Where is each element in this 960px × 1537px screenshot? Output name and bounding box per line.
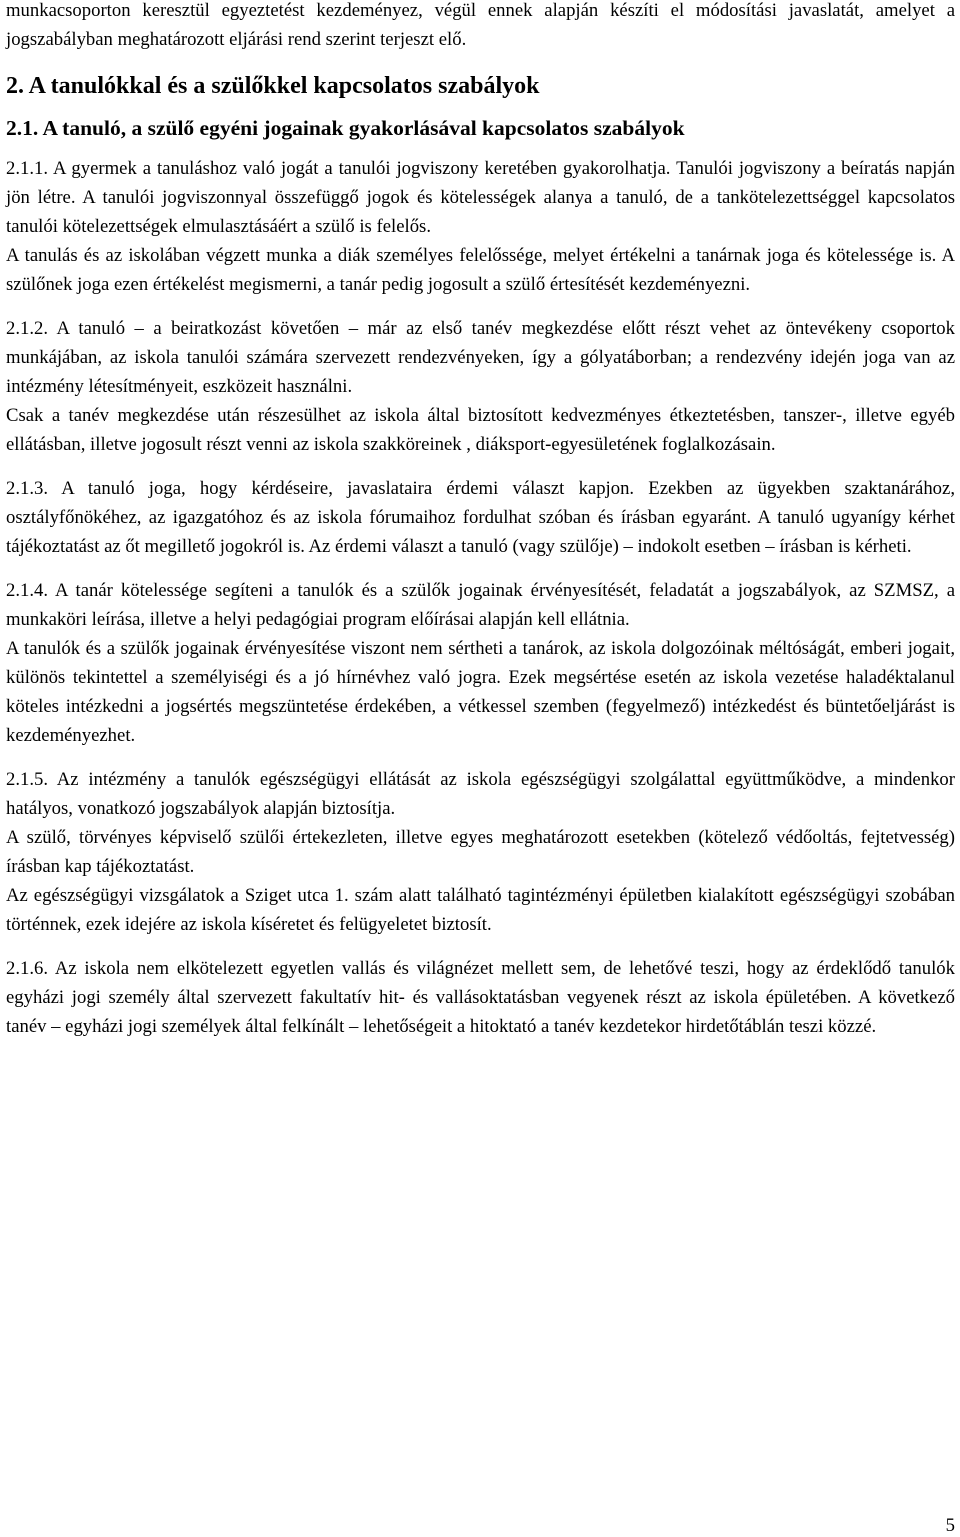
- paragraph-2-1-4-continued: A tanulók és a szülők jogainak érvényesítése viszont nem sértheti a tanárok, az iskola dolgozóinak méltóságát, emberi jogait, különös tekintettel a személyiségi és a jó hírnévhez való jogra. Ezek megsértése esetén az iskola vezetése haladéktalanul köteles intézkedni a jogsértés megszüntetése érdekében, a vétkessel szemben (fegyelmező) intézkedést és büntetőeljárást is kezdeményezhet.: [6, 638, 955, 746]
- paragraph-2-1-6: 2.1.6. Az iskola nem elkötelezett egyetlen vallás és világnézet mellett sem, de lehetővé teszi, hogy az érdeklődő tanulók egyházi jogi személy által szervezett fakultatív hit- és vallásoktatásban vegyenek részt az iskola épületében. A következő tanév – egyházi jogi személyek által felkínált – lehetőségeit a hitoktató a tanév kezdetekor hirdetőtáblán teszi közzé.: [6, 958, 955, 1037]
- paragraph-2-1-3: 2.1.3. A tanuló joga, hogy kérdéseire, javaslataira érdemi választ kapjon. Ezekben az ügyekben szaktanárához, osztályfőnökéhez, az igazgatóhoz és az iskola fórumaihoz fordulhat szóban és írásban egyaránt. A tanuló ugyanígy kérhet tájékoztatást az őt megillető jogokról is. Az érdemi választ a tanuló (vagy szülője) – indokolt esetben – írásban is kérheti.: [6, 478, 955, 557]
- paragraph-2-1-5-final: Az egészségügyi vizsgálatok a Sziget utca 1. szám alatt található tagintézményi épületben kialakított egészségügyi szobában történnek, ezek idejére az iskola kíséretet és felügyeletet biztosít.: [6, 885, 955, 935]
- paragraph-2-1-1-continued: A tanulás és az iskolában végzett munka a diák személyes felelőssége, melyet értékelni a tanárnak joga és kötelessége is. A szülőnek joga ezen értékelést megismerni, a tanár pedig jogosult a szülő értesítését kezdeményezni.: [6, 245, 955, 295]
- paragraph-2-1-2-continued: Csak a tanév megkezdése után részesülhet az iskola által biztosított kedvezményes étkeztetésben, tanszer-, illetve egyéb ellátásban, illetve jogosult részt venni az iskola szakköreinek , diáksport-egyesületének foglalkozásain.: [6, 405, 955, 455]
- paragraph-2-1-1: 2.1.1. A gyermek a tanuláshoz való jogát a tanulói jogviszony keretében gyakorolhatja. Tanulói jogviszony a beíratás napján jön létre. A tanulói jogviszonnyal összefüggő jogok és kötelességek alanya a tanuló, de a tankötelezettséggel kapcsolatos tanulói kötelezettségek elmulasztásáért a szülő is felelős.: [6, 158, 955, 237]
- paragraph-2-1-4: 2.1.4. A tanár kötelessége segíteni a tanulók és a szülők jogainak érvényesítését, feladatát a jogszabályok, az SZMSZ, a munkaköri leírása, illetve a helyi pedagógiai program előírásai alapján kell ellátnia.: [6, 580, 955, 630]
- paragraph-2-1-2: 2.1.2. A tanuló – a beiratkozást követően – már az első tanév megkezdése előtt részt vehet az öntevékeny csoportok munkájában, az iskola tanulói számára szervezett rendezvényeken, így a gólyatáborban; a rendezvény idején joga van az intézmény létesítményeit, eszközeit használni.: [6, 318, 955, 397]
- document-page: [6, 0, 955, 1041]
- paragraph-2-1-5-continued: A szülő, törvényes képviselő szülői értekezleten, illetve egyes meghatározott esetekben (kötelező védőoltás, fejtetvesség) írásban kap tájékoztatást.: [6, 827, 955, 877]
- paragraph-2-1-5: 2.1.5. Az intézmény a tanulók egészségügyi ellátását az iskola egészségügyi szolgálattal együttműködve, a mindenkor hatályos, vonatkozó jogszabályok alapján biztosítja.: [6, 769, 955, 819]
- section-heading: 2. A tanulókkal és a szülőkkel kapcsolatos szabályok: [6, 73, 540, 99]
- page-number: 5: [945, 1515, 955, 1536]
- intro-paragraph: munkacsoporton keresztül egyeztetést kezdeményez, végül ennek alapján készíti el módosítási javaslatát, amelyet a jogszabályban meghatározott eljárási rend szerint terjeszt elő.: [6, 0, 955, 50]
- subsection-heading: 2.1. A tanuló, a szülő egyéni jogainak gyakorlásával kapcsolatos szabályok: [6, 116, 685, 140]
